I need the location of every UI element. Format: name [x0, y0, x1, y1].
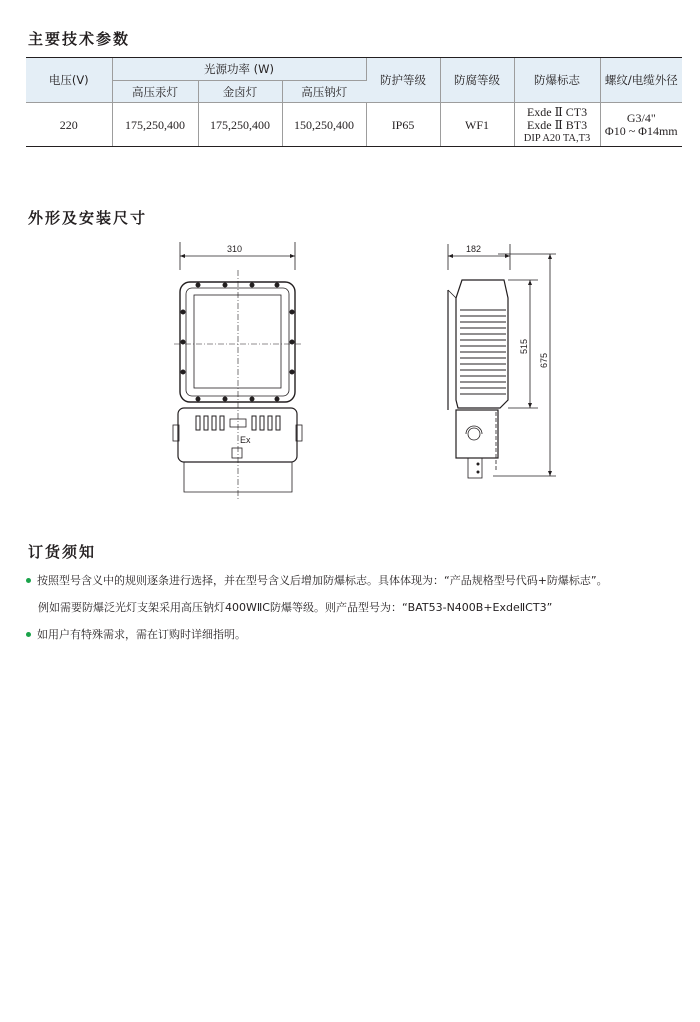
cell-sodium: 150,250,400: [282, 103, 366, 148]
frame-bolts: [181, 283, 295, 402]
header-sodium: 高压钠灯: [282, 81, 366, 103]
order-note-2-text: 例如需要防爆泛光灯支架采用高压钠灯400WⅡC防爆等级。则产品型号为：“BAT53-N400B+ExdeⅡCT3”: [38, 601, 553, 614]
order-note-1: [26, 572, 608, 588]
side-housing: [456, 280, 508, 408]
height-515-label: 515: [519, 338, 529, 354]
order-note-1-text: 按照型号含义中的规则逐条进行选择，并在型号含义后增加防爆标志。具体体现为：“产品规格型号代码+防爆标志”。: [37, 574, 608, 587]
cell-thread: [600, 103, 682, 148]
order-note-2: [38, 599, 552, 615]
explosion-mark-2: Exde Ⅱ BT3: [526, 117, 588, 132]
bullet-dot: [26, 578, 31, 583]
cable-diameter: Φ10 ~ Φ14mm: [604, 124, 678, 138]
side-width-label: 182: [466, 244, 482, 254]
header-voltage: 电压(V): [26, 58, 112, 103]
header-protection: 防护等级: [366, 58, 440, 103]
cell-explosion: [514, 103, 600, 148]
cable-gland: [232, 448, 242, 458]
header-metal-halide: 金卤灯: [198, 81, 282, 103]
table-bottom-rule: [26, 146, 682, 147]
lamp-frame-outer: [180, 282, 295, 402]
order-note-3-text: 如用户有特殊需求，需在订购时详细指明。: [37, 628, 246, 641]
side-view-drawing: [438, 240, 568, 490]
pivot: [468, 428, 480, 440]
cell-corrosion: WF1: [440, 103, 514, 148]
bullet-dot: [26, 632, 31, 637]
ex-mark: Ex: [240, 435, 251, 445]
header-power: 光源功率 (W): [112, 58, 366, 81]
header-corrosion: 防腐等级: [440, 58, 514, 103]
header-explosion: 防爆标志: [514, 58, 600, 103]
order-section-title: 订货须知: [28, 543, 97, 561]
specs-section-title: 主要技术参数: [28, 30, 131, 48]
side-mount-post: [468, 458, 482, 478]
spec-table: [26, 58, 682, 147]
header-thread: 螺纹/电缆外径: [600, 58, 682, 103]
lamp-frame-inner: [186, 288, 289, 396]
table-row: [26, 103, 682, 148]
explosion-mark-1: Exde Ⅱ CT3: [526, 104, 588, 119]
dims-section-title: 外形及安装尺寸: [28, 209, 148, 227]
height-675-label: 675: [539, 352, 549, 368]
order-note-3: [26, 626, 246, 642]
front-width-label: 310: [227, 244, 243, 254]
explosion-mark-3: DIP A20 TA,T3: [523, 132, 591, 144]
front-view-drawing: [170, 240, 315, 500]
side-ballast: [456, 410, 498, 458]
cell-protection: IP65: [366, 103, 440, 148]
header-mercury: 高压汞灯: [112, 81, 198, 103]
thread-size: G3/4": [626, 111, 656, 125]
cell-metal-halide: 175,250,400: [198, 103, 282, 148]
cell-voltage: 220: [26, 103, 112, 148]
cooling-fins: [460, 310, 506, 394]
cell-mercury: 175,250,400: [112, 103, 198, 148]
lamp-glass: [194, 295, 281, 388]
